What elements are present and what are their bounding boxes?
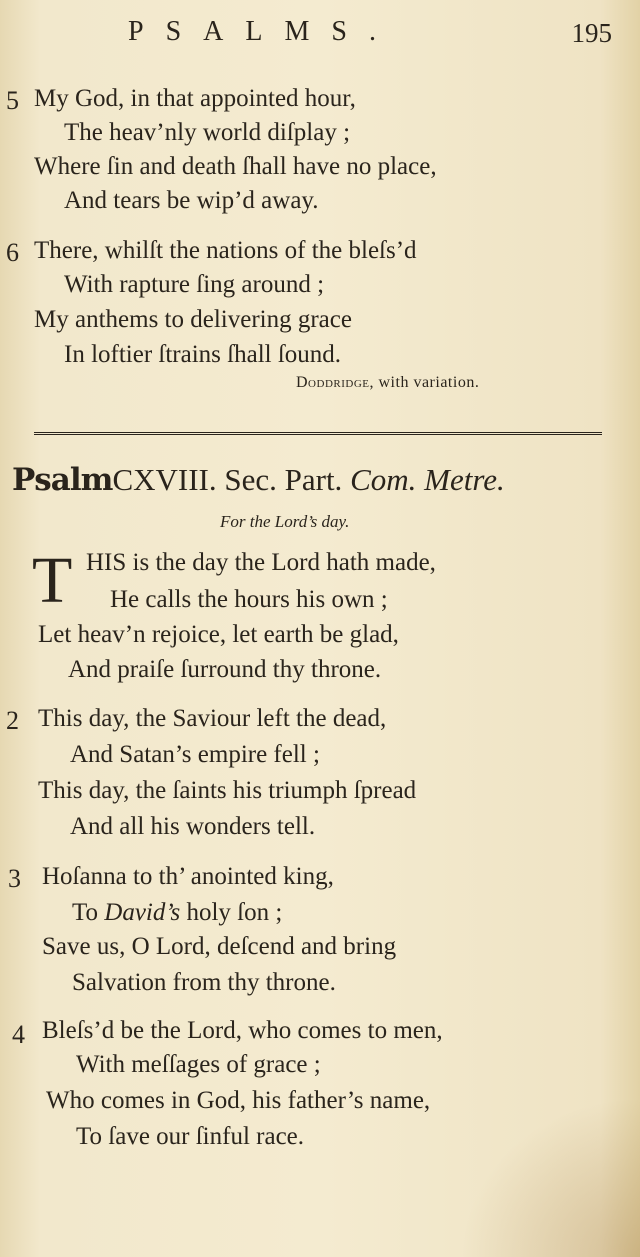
psalm-word: Psalm xyxy=(12,462,113,498)
verse-line: My anthems to delivering grace xyxy=(34,306,352,333)
proper-name: David’s xyxy=(104,899,181,926)
attribution xyxy=(296,374,479,392)
stanza-number: 2 xyxy=(6,706,19,735)
verse-line: And Satan’s empire fell ; xyxy=(70,741,320,768)
attribution-note: with variation. xyxy=(374,374,480,391)
drop-cap: T xyxy=(32,544,73,617)
verse-line: There, whilſt the nations of the bleſs’d xyxy=(34,237,417,264)
page-stain xyxy=(460,1097,640,1257)
verse-line: Hoſanna to th’ anointed king, xyxy=(42,863,334,890)
verse-line xyxy=(72,898,282,928)
verse-line: Salvation from thy throne. xyxy=(72,969,336,996)
section-divider xyxy=(34,432,602,435)
page-number: 195 xyxy=(571,18,612,48)
verse-line: Save us, O Lord, deſcend and bring xyxy=(42,933,397,960)
verse-line: My God, in that appointed hour, xyxy=(34,85,356,112)
verse-line: HIS is the day the Lord hath made, xyxy=(86,549,436,576)
verse-line: This day, the Saviour left the dead, xyxy=(38,705,387,732)
verse-line: In loftier ſtrains ſhall ſound. xyxy=(64,341,342,368)
stanza-number: 6 xyxy=(6,238,19,267)
attribution-author: Doddridge, xyxy=(296,374,374,391)
verse-line: And tears be wip’d away. xyxy=(64,187,319,214)
verse-line: He calls the hours his own ; xyxy=(110,586,388,613)
verse-line: The heav’nly world diſplay ; xyxy=(64,119,351,146)
stanza-number: 5 xyxy=(6,86,19,115)
verse-line: Who comes in God, his father’s name, xyxy=(46,1087,431,1114)
verse-line: And all his wonders tell. xyxy=(70,813,316,840)
verse-line: With rapture ſing around ; xyxy=(64,271,325,298)
verse-line: Bleſs’d be the Lord, who comes to men, xyxy=(42,1017,443,1044)
verse-line: With meſſages of grace ; xyxy=(76,1051,321,1078)
psalm-title xyxy=(12,462,505,498)
stanza-number: 3 xyxy=(8,864,21,893)
verse-line: To ſave our ſinful race. xyxy=(76,1123,305,1150)
stanza-number: 4 xyxy=(12,1020,25,1049)
psalm-metre: Com. Metre. xyxy=(350,462,505,497)
psalm-subtitle: For the Lord’s day. xyxy=(220,512,350,531)
verse-word: To xyxy=(72,899,105,926)
running-head: PSALMS. xyxy=(128,16,398,47)
verse-line: And praiſe ſurround thy throne. xyxy=(68,656,382,683)
page-header xyxy=(0,16,640,56)
psalm-number: CXVIII. Sec. Part. xyxy=(112,462,351,497)
verse-line: This day, the ſaints his triumph ſpread xyxy=(38,777,417,804)
verse-line: Where ſin and death ſhall have no place, xyxy=(34,153,437,180)
verse-line: Let heav’n rejoice, let earth be glad, xyxy=(38,621,399,648)
verse-fragment: holy ſon ; xyxy=(186,899,283,926)
